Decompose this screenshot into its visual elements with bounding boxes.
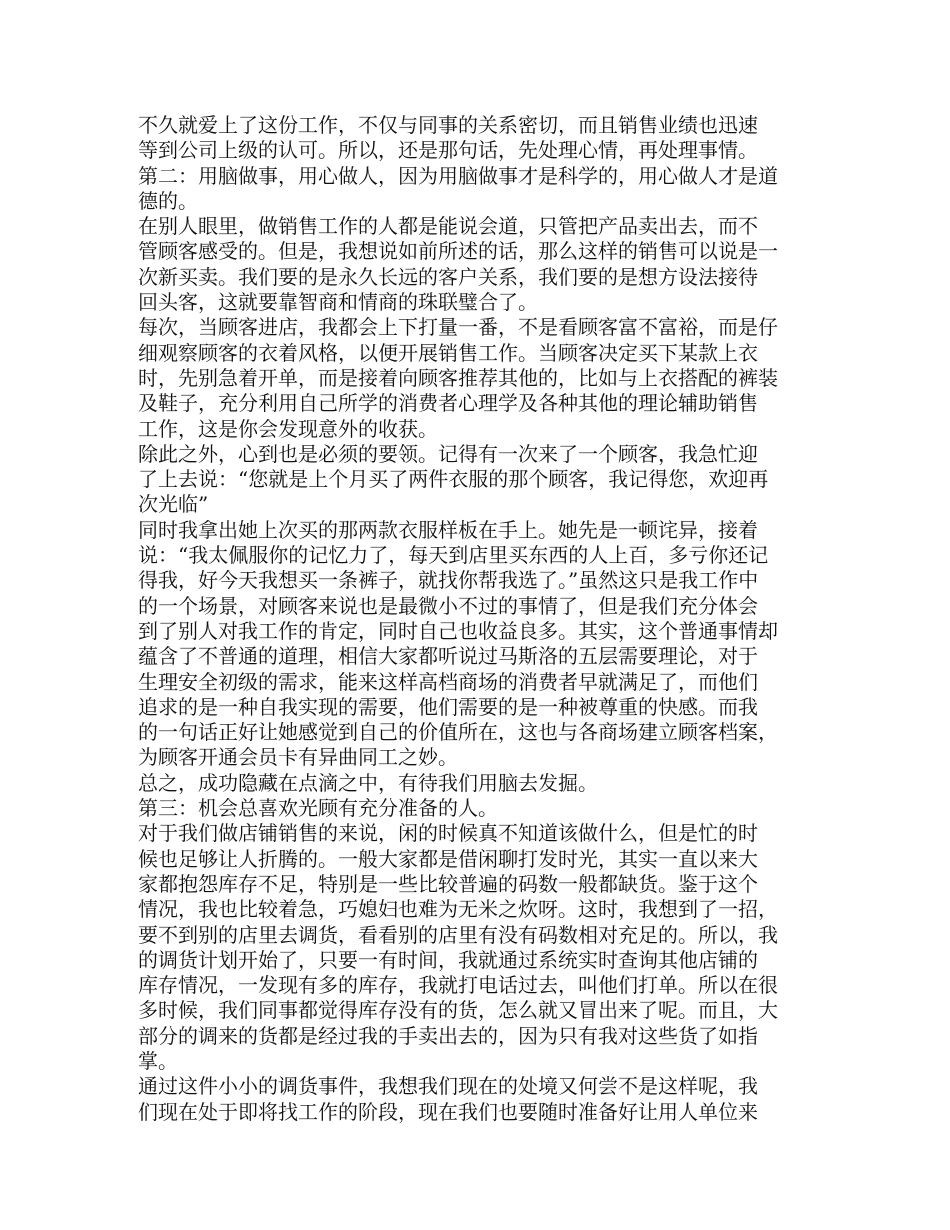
text-line: 掌。 — [138, 1048, 178, 1073]
text-line: 部分的调来的货都是经过我的手卖出去的，因为只有我对这些货了如指 — [138, 1023, 758, 1048]
text-line: 生理安全初级的需求，能来这样高档商场的消费者早就满足了，而他们 — [138, 669, 758, 694]
text-line: 候也足够让人折腾的。一般大家都是借闲聊打发时光，其实一直以来大 — [138, 846, 758, 871]
text-line: 蕴含了不普通的道理，相信大家都听说过马斯洛的五层需要理论，对于 — [138, 644, 758, 669]
text-line: 时，先别急着开单，而是接着向顾客推荐其他的，比如与上衣搭配的裤装 — [138, 365, 778, 390]
text-line: 家都抱怨库存不足，特别是一些比较普遍的码数一般都缺货。鉴于这个 — [138, 871, 758, 896]
text-line: 次光临” — [138, 492, 209, 517]
text-line: 多时候，我们同事都觉得库存没有的货，怎么就又冒出来了呢。而且，大 — [138, 998, 778, 1023]
text-line: 不久就爱上了这份工作，不仅与同事的关系密切，而且销售业绩也迅速 — [138, 113, 758, 137]
text-line: 为顾客开通会员卡有异曲同工之妙。 — [138, 745, 458, 770]
text-line: 管顾客感受的。但是，我想说如前所述的话，那么这样的销售可以说是一 — [138, 239, 778, 264]
text-line: 们现在处于即将找工作的阶段，现在我们也要随时准备好让用人单位来 — [138, 1099, 758, 1124]
text-line: 回头客，这就要靠智商和情商的珠联璧合了。 — [138, 290, 538, 315]
text-line: 到了别人对我工作的肯定，同时自己也收益良多。其实，这个普通事情却 — [138, 618, 778, 643]
text-line: 等到公司上级的认可。所以，还是那句话，先处理心情，再处理事情。 — [138, 138, 758, 163]
text-line: 说：“我太佩服你的记忆力了，每天到店里买东西的人上百，多亏你还记 — [138, 543, 769, 568]
text-line: 得我，好今天我想买一条裤子，就找你帮我选了。”虽然这只是我工作中 — [138, 568, 759, 593]
text-line: 了上去说：“您就是上个月买了两件衣服的那个顾客，我记得您，欢迎再 — [138, 467, 769, 492]
text-line: 追求的是一种自我实现的需要，他们需要的是一种被尊重的快感。而我 — [138, 694, 758, 719]
text-line: 要不到别的店里去调货，看看别的店里有没有码数相对充足的。所以，我 — [138, 922, 778, 947]
document-body — [138, 113, 818, 1125]
text-line: 库存情况，一发现有多的库存，我就打电话过去，叫他们打单。所以在很 — [138, 973, 778, 998]
text-line: 在别人眼里，做销售工作的人都是能说会道，只管把产品卖出去，而不 — [138, 214, 758, 239]
text-line: 除此之外，心到也是必须的要领。记得有一次来了一个顾客，我急忙迎 — [138, 441, 758, 466]
text-line: 总之，成功隐藏在点滴之中，有待我们用脑去发掘。 — [138, 770, 598, 795]
text-line: 第三：机会总喜欢光顾有充分准备的人。 — [138, 796, 498, 821]
text-line: 第二：用脑做事，用心做人，因为用脑做事才是科学的，用心做人才是道 — [138, 163, 778, 188]
text-line: 同时我拿出她上次买的那两款衣服样板在手上。她先是一顿诧异，接着 — [138, 517, 758, 542]
text-line: 的一个场景，对顾客来说也是最微小不过的事情了，但是我们充分体会 — [138, 593, 758, 618]
text-line: 工作，这是你会发现意外的收获。 — [138, 416, 438, 441]
text-line: 通过这件小小的调货事件，我想我们现在的处境又何尝不是这样呢，我 — [138, 1074, 758, 1099]
text-line: 情况，我也比较着急，巧媳妇也难为无米之炊呀。这时，我想到了一招， — [138, 897, 778, 922]
text-line: 对于我们做店铺销售的来说，闲的时候真不知道该做什么，但是忙的时 — [138, 821, 758, 846]
text-line: 次新买卖。我们要的是永久长远的客户关系，我们要的是想方设法接待 — [138, 264, 758, 289]
text-line: 每次，当顾客进店，我都会上下打量一番，不是看顾客富不富裕，而是仔 — [138, 315, 778, 340]
text-line: 细观察顾客的衣着风格，以便开展销售工作。当顾客决定买下某款上衣 — [138, 340, 758, 365]
text-line: 的一句话正好让她感觉到自己的价值所在，这也与各商场建立顾客档案， — [138, 720, 778, 745]
text-line: 德的。 — [138, 188, 198, 213]
text-line: 的调货计划开始了，只要一有时间，我就通过系统实时查询其他店铺的 — [138, 947, 758, 972]
text-line: 及鞋子，充分利用自己所学的消费者心理学及各种其他的理论辅助销售 — [138, 391, 758, 416]
